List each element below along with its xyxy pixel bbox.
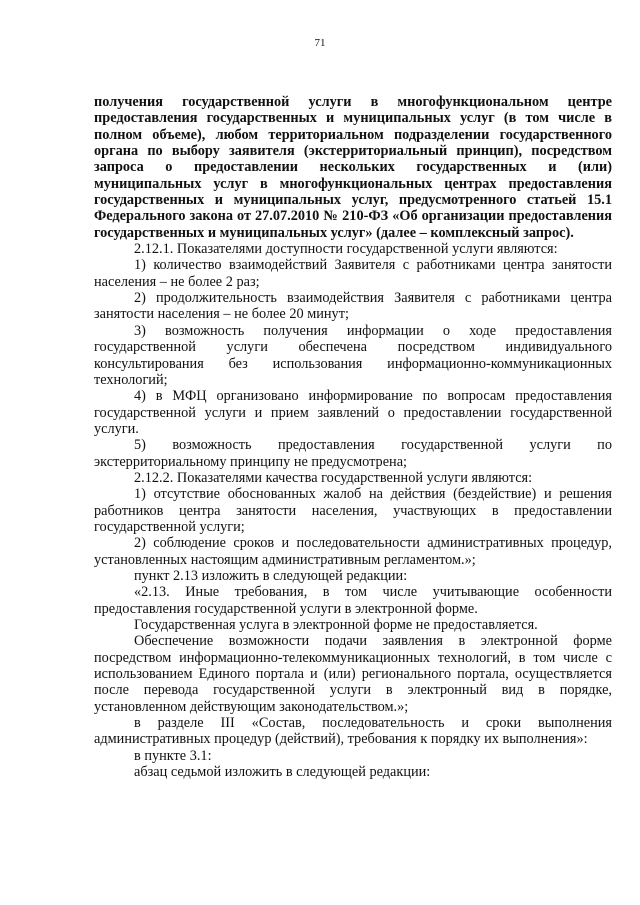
paragraph-item-4: 4) в МФЦ организовано информирование по вопросам предоставления государственной услуги и прием заявлений о предоставлении государственной услуги.: [94, 388, 612, 437]
paragraph-quality-item-1: 1) отсутствие обоснованных жалоб на действия (бездействие) и решения работников центра занятости населения, участвующих в предоставлении государственной услуги;: [94, 486, 612, 535]
paragraph-electronic-submission: Обеспечение возможности подачи заявления в электронной форме посредством информационно-телекоммуникационных технологий, в том числе с использованием Единого портала и (или) регионального портала, осуществляется после перевода государственной услуги в электронный вид в порядке, установленном действующим законодательством.»;: [94, 633, 612, 715]
paragraph-not-provided: Государственная услуга в электронной форме не предоставляется.: [134, 617, 538, 633]
paragraph-item-3: 3) возможность получения информации о ходе предоставления государственной услуги обеспечена посредством индивидуального консультирования без использования информационно-коммуникационных технологий;: [94, 322, 612, 388]
paragraph-quality-item-2: 2) соблюдение сроков и последовательности административных процедур, установленных настоящим административным регламентом.»;: [94, 535, 612, 568]
paragraph-2-12-2-heading: 2.12.2. Показателями качества государственной услуги являются:: [134, 469, 533, 486]
paragraph-amend-2-13: пункт 2.13 изложить в следующей редакции:: [134, 567, 408, 584]
page-number: 71: [314, 37, 326, 49]
paragraph-seventh-clause: абзац седьмой изложить в следующей редакции:: [134, 764, 431, 781]
document-body: [94, 94, 612, 780]
paragraph-continuation: получения государственной услуги в многофункциональном центре предоставления государственных и муниципальных услуг (в том числе в полном объеме), любом территориальном подразделении государственного органа по выбору заявителя (экстерриториальный принцип), посредством запроса о предоставлении нескольких государственных и (или) муниципальных услуг в многофункциональных центрах предоставления государственных и муниципальных услуг, предусмотренного статьей 15.1 Федерального закона от 27.07.2010 № 210-ФЗ «Об организации предоставления государственных и муниципальных услуг» (далее – комплексный запрос).: [94, 94, 612, 241]
paragraph-item-5: 5) возможность предоставления государственной услуги по экстерриториальному принципу не предусмотрена;: [94, 437, 612, 470]
paragraph-2-13-heading: «2.13. Иные требования, в том числе учитывающие особенности предоставления государственной услуги в электронной форме.: [94, 584, 612, 617]
paragraph-point-3-1: в пункте 3.1:: [134, 747, 212, 764]
paragraph-item-1: 1) количество взаимодействий Заявителя с работниками центра занятости населения – не более 2 раз;: [94, 257, 612, 290]
paragraph-item-2: 2) продолжительность взаимодействия Заявителя с работниками центра занятости населения – не более 20 минут;: [94, 290, 612, 323]
paragraph-2-12-1-heading: 2.12.1. Показателями доступности государственной услуги являются:: [134, 241, 558, 258]
paragraph-section-iii: в разделе III «Состав, последовательность и сроки выполнения административных процедур (действий), требования к порядку их выполнения»:: [94, 715, 612, 748]
